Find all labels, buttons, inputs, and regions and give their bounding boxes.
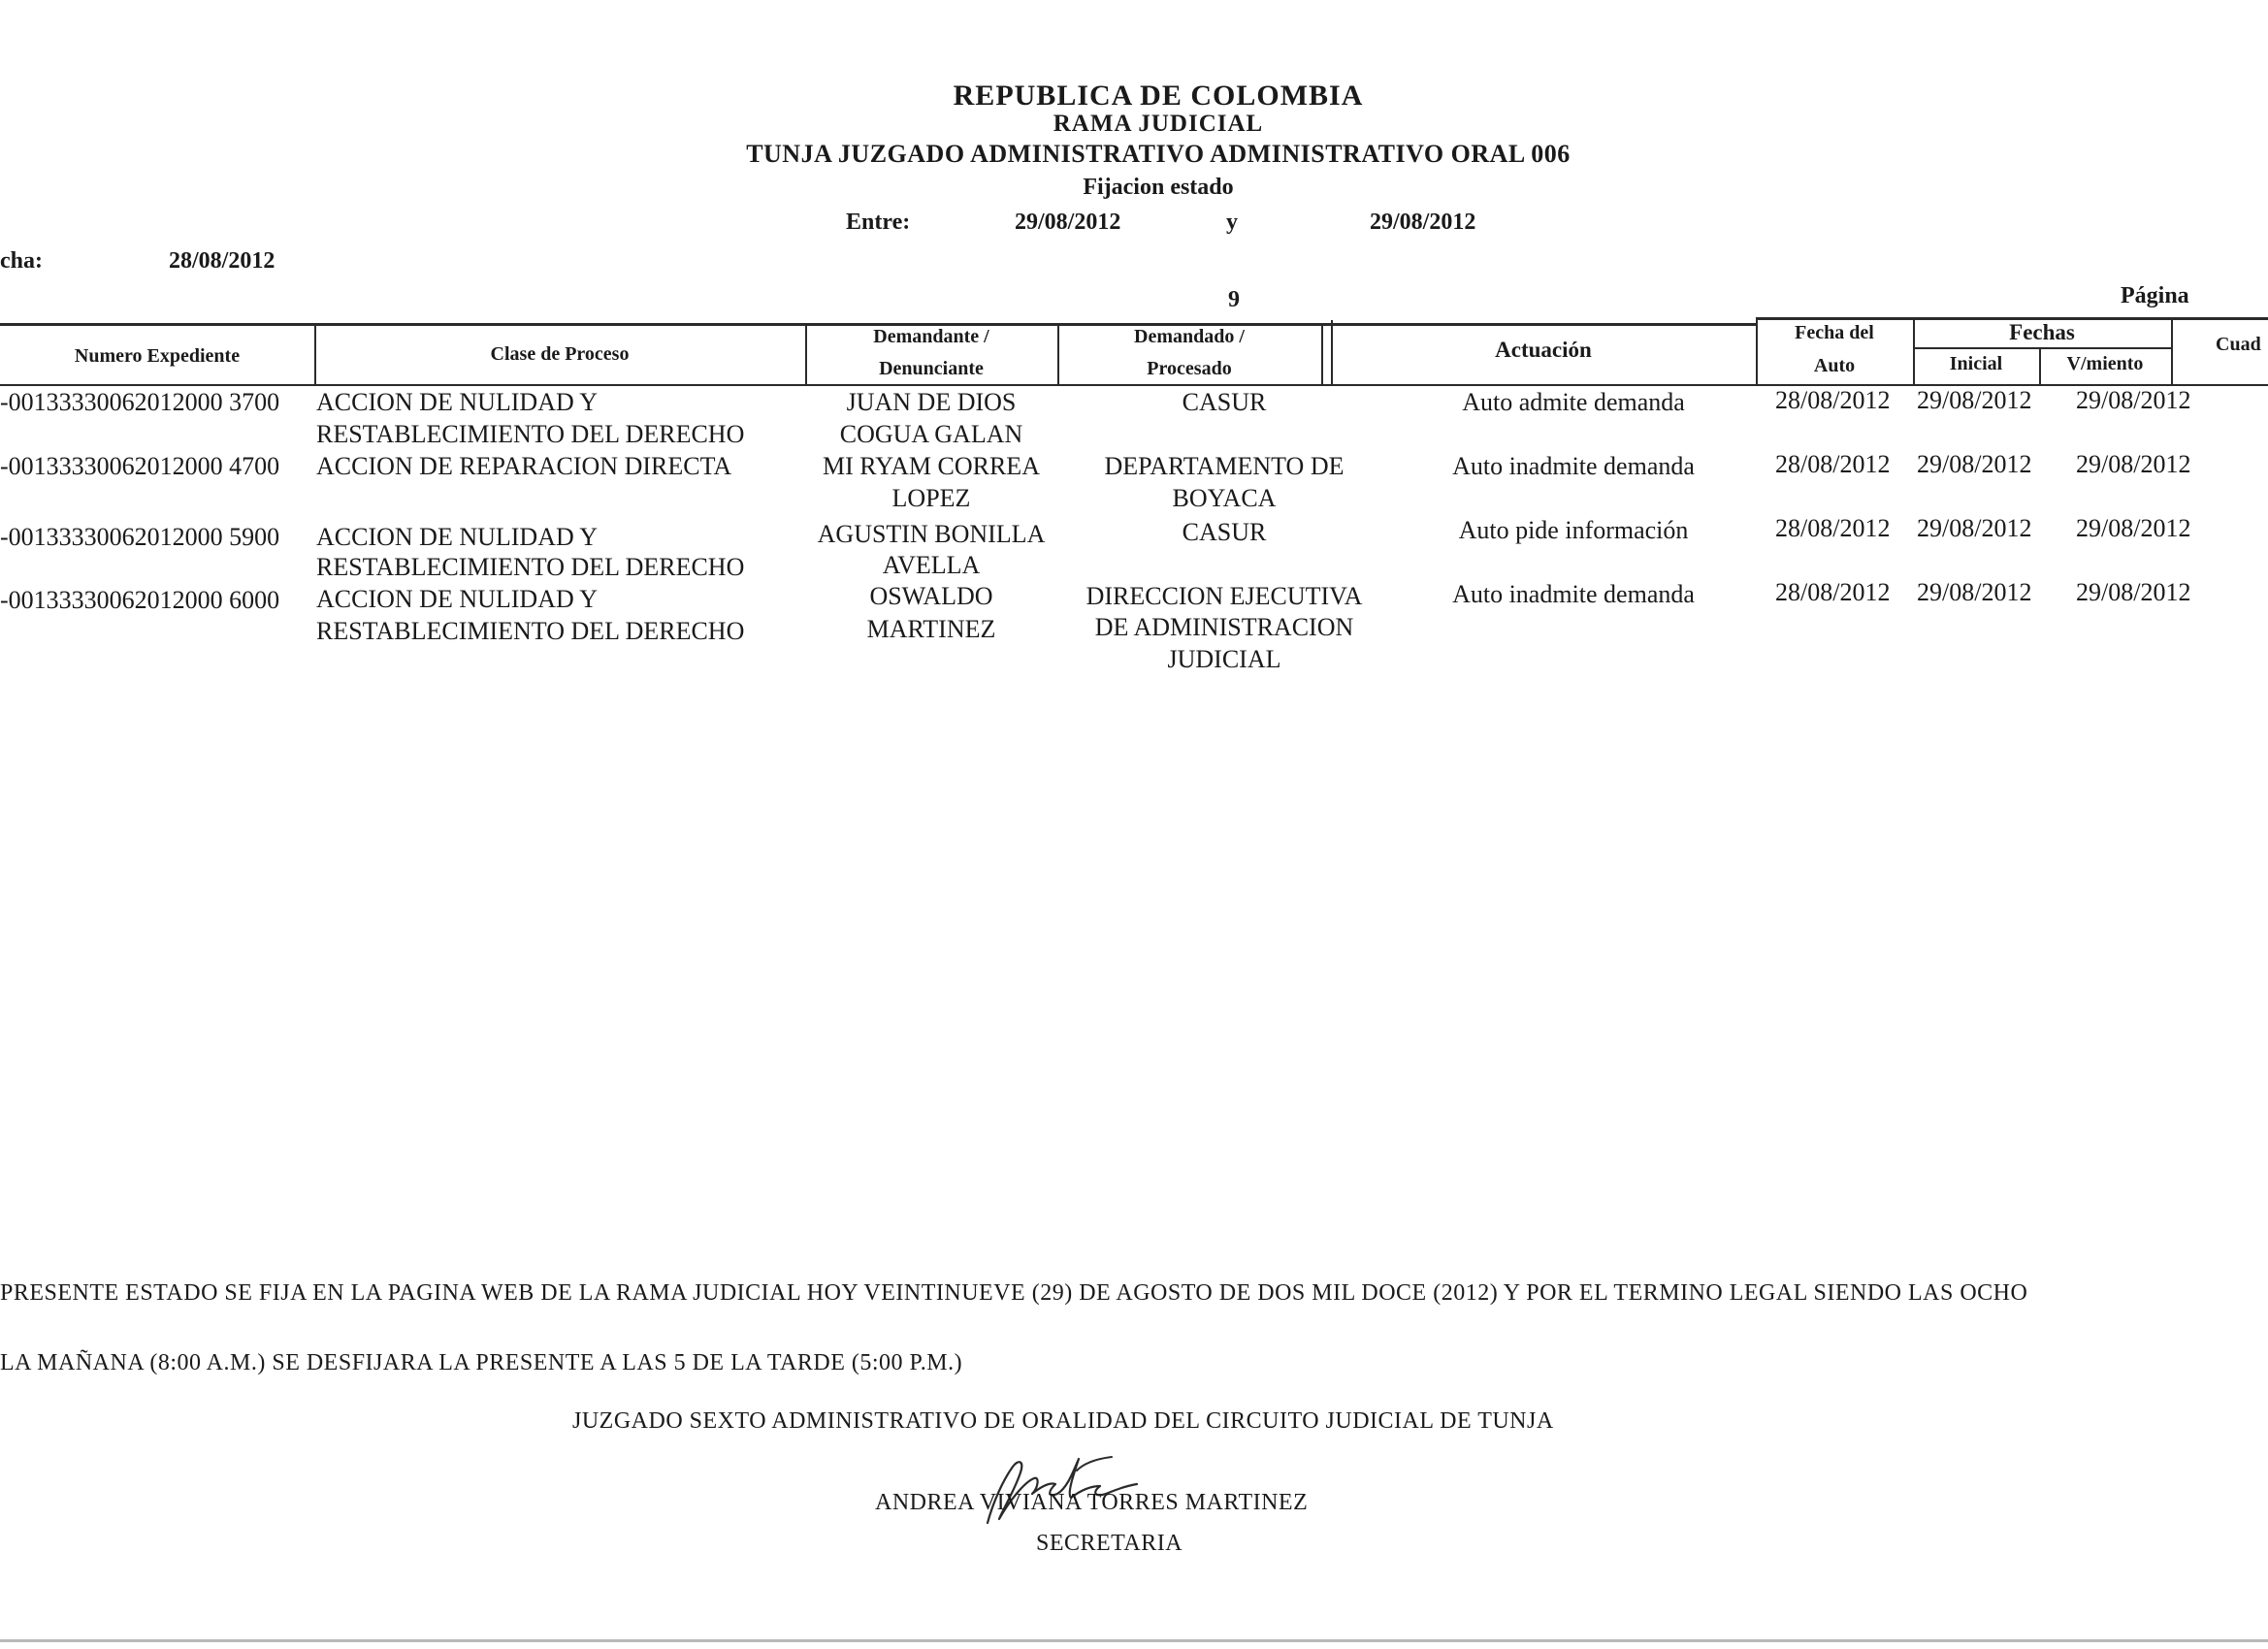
cell-fecha-auto: 28/08/2012: [1775, 514, 1891, 542]
scan-edge: [0, 1639, 2268, 1642]
th-fecha-auto-1: Fecha del: [1795, 322, 1874, 343]
cell-inicial: 29/08/2012: [1917, 514, 2032, 542]
cell-vencimiento: 29/08/2012: [2076, 450, 2191, 478]
cell-demandante-1: MI RYAM CORREA: [823, 452, 1040, 480]
cell-inicial: 29/08/2012: [1917, 386, 2032, 414]
th-actuacion: Actuación: [1495, 338, 1592, 362]
header-court: TUNJA JUZGADO ADMINISTRATIVO ADMINISTRATIVO ORAL 006: [746, 140, 1571, 168]
cell-actuacion: Auto pide información: [1458, 516, 1689, 544]
signature-icon: [970, 1434, 1164, 1540]
footer-line-2: LA MAÑANA (8:00 A.M.) SE DESFIJARA LA PRESENTE A LAS 5 DE LA TARDE (5:00 P.M.): [0, 1350, 963, 1375]
fecha-value: 28/08/2012: [169, 248, 275, 274]
cell-actuacion: Auto inadmite demanda: [1452, 580, 1695, 608]
th-expediente: Numero Expediente: [74, 345, 241, 367]
page-number: 9: [1228, 287, 1240, 312]
cell-expediente: -00133330062012000 3700: [0, 388, 280, 416]
cell-clase-2: RESTABLECIMIENTO DEL DERECHO: [316, 420, 745, 448]
cell-expediente: -00133330062012000 4700: [0, 452, 280, 480]
cell-demandante-2: MARTINEZ: [866, 615, 996, 643]
cell-fecha-auto: 28/08/2012: [1775, 386, 1891, 414]
fecha-label: cha:: [0, 248, 43, 274]
cell-clase-2: RESTABLECIMIENTO DEL DERECHO: [316, 553, 745, 581]
cell-inicial: 29/08/2012: [1917, 450, 2032, 478]
cell-expediente: -00133330062012000 5900: [0, 523, 280, 551]
cell-demandante-1: OSWALDO: [869, 582, 993, 610]
col-divider: [1321, 326, 1323, 386]
cell-demandante-2: AVELLA: [882, 551, 981, 579]
signer-name: ANDREA VIVIANA TORRES MARTINEZ: [875, 1490, 1309, 1515]
footer-line-1: PRESENTE ESTADO SE FIJA EN LA PAGINA WEB DE LA RAMA JUDICIAL HOY VEINTINUEVE (29) DE AGOSTO DE DOS MIL DOCE (2012) Y POR EL TERMINO LEGAL SIENDO LAS OCHO: [0, 1280, 2028, 1306]
cell-clase-1: ACCION DE NULIDAD Y: [316, 388, 599, 416]
cell-actuacion: Auto admite demanda: [1462, 388, 1685, 416]
cell-demandante-2: COGUA GALAN: [839, 420, 1023, 448]
cell-vencimiento: 29/08/2012: [2076, 578, 2191, 606]
th-fecha-auto-2: Auto: [1813, 355, 1856, 376]
cell-clase-1: ACCION DE REPARACION DIRECTA: [316, 452, 732, 480]
cell-demandado-2: BOYACA: [1172, 484, 1277, 512]
cell-actuacion: Auto inadmite demanda: [1452, 452, 1695, 480]
header-doc-type: Fijacion estado: [1083, 175, 1234, 200]
cell-demandante-1: AGUSTIN BONILLA: [817, 520, 1046, 548]
cell-vencimiento: 29/08/2012: [2076, 514, 2191, 542]
cell-demandado-1: DIRECCION EJECUTIVA: [1085, 582, 1363, 610]
date-from: 29/08/2012: [1015, 210, 1121, 235]
cell-fecha-auto: 28/08/2012: [1775, 450, 1891, 478]
header-country: REPUBLICA DE COLOMBIA: [953, 80, 1364, 112]
and-label: y: [1226, 210, 1238, 235]
signer-role: SECRETARIA: [1036, 1531, 1183, 1556]
cell-clase-1: ACCION DE NULIDAD Y: [316, 523, 599, 551]
cell-clase-1: ACCION DE NULIDAD Y: [316, 585, 599, 613]
header-branch: RAMA JUDICIAL: [1053, 111, 1264, 137]
th-fechas: Fechas: [2009, 320, 2075, 344]
footer-court-name: JUZGADO SEXTO ADMINISTRATIVO DE ORALIDAD DEL CIRCUITO JUDICIAL DE TUNJA: [572, 1408, 1554, 1434]
cell-clase-2: RESTABLECIMIENTO DEL DERECHO: [316, 617, 745, 645]
cell-demandante-1: JUAN DE DIOS: [846, 388, 1017, 416]
cell-demandado-1: DEPARTAMENTO DE: [1104, 452, 1345, 480]
cell-demandante-2: LOPEZ: [891, 484, 971, 512]
th-vencimiento: V/miento: [2066, 353, 2144, 374]
date-to: 29/08/2012: [1370, 210, 1476, 235]
cell-demandado-3: JUDICIAL: [1167, 645, 1281, 673]
cell-demandado-2: DE ADMINISTRACION: [1094, 613, 1354, 641]
th-inicial: Inicial: [1949, 353, 2003, 374]
th-cuaderno: Cuad: [2216, 334, 2261, 355]
th-demandado-1: Demandado /: [1134, 326, 1245, 347]
th-demandante-1: Demandante /: [873, 326, 989, 347]
cell-inicial: 29/08/2012: [1917, 578, 2032, 606]
cell-demandado-1: CASUR: [1182, 388, 1267, 416]
cell-expediente: -00133330062012000 6000: [0, 586, 280, 614]
th-clase: Clase de Proceso: [490, 343, 630, 365]
page-label: Página: [2121, 283, 2189, 308]
th-demandante-2: Denunciante: [879, 358, 984, 379]
cell-vencimiento: 29/08/2012: [2076, 386, 2191, 414]
between-label: Entre:: [846, 210, 911, 235]
cell-demandado-1: CASUR: [1182, 518, 1267, 546]
th-demandado-2: Procesado: [1147, 358, 1232, 379]
cell-fecha-auto: 28/08/2012: [1775, 578, 1891, 606]
